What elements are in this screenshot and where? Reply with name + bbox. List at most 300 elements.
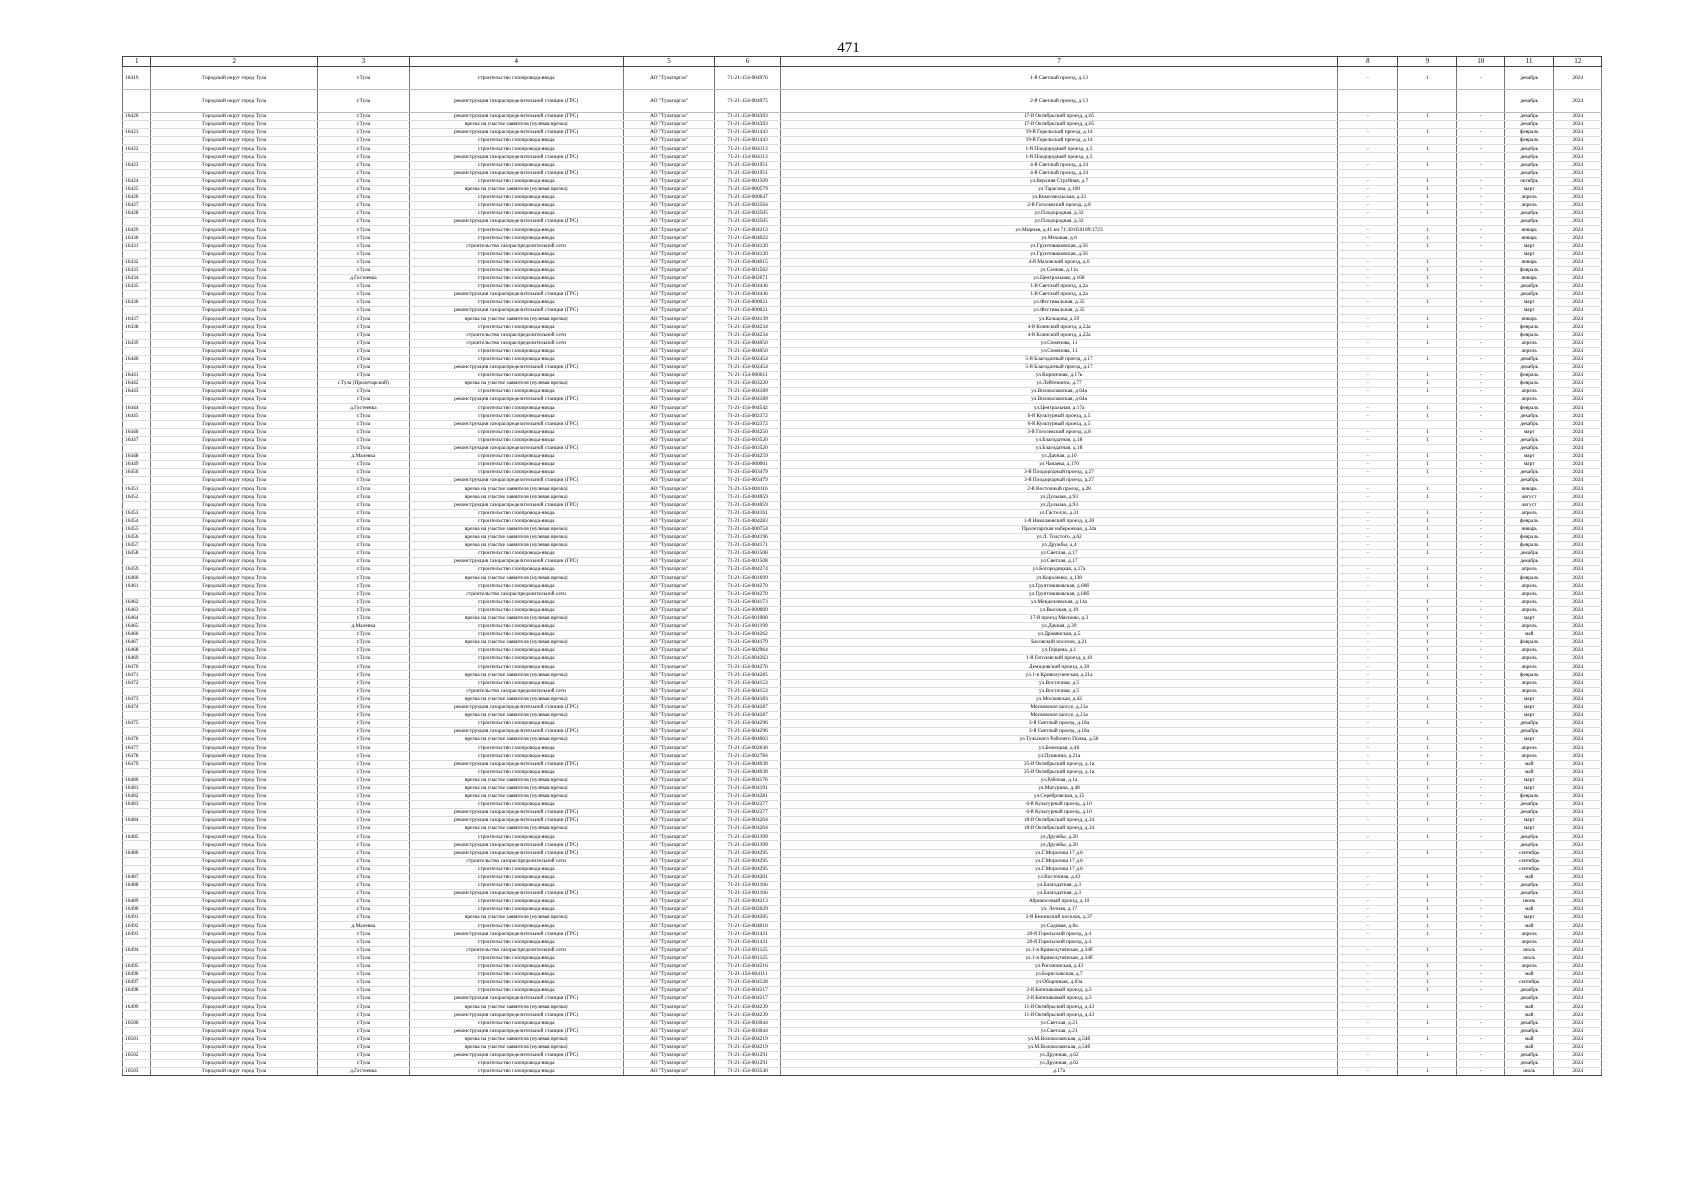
cell-col-9: 1 bbox=[1398, 461, 1457, 469]
table-row bbox=[123, 1059, 1602, 1067]
cell-month: март bbox=[1504, 784, 1554, 792]
cell-municipality: Городской округ город Тула bbox=[151, 930, 318, 938]
cell-row-number: 16448 bbox=[123, 452, 151, 460]
cell-municipality: Городской округ город Тула bbox=[151, 461, 318, 469]
cell-month: март bbox=[1504, 703, 1554, 711]
cell-col-10: - bbox=[1457, 452, 1504, 460]
cell-col-10: - bbox=[1457, 792, 1504, 800]
cell-month: апрель bbox=[1504, 687, 1554, 695]
cell-col-10 bbox=[1457, 121, 1504, 129]
cell-year: 2024 bbox=[1554, 736, 1602, 744]
cell-col-10: - bbox=[1457, 525, 1504, 533]
cell-col-9: 1 bbox=[1398, 671, 1457, 679]
cell-row-number bbox=[123, 728, 151, 736]
cell-col-10: - bbox=[1457, 736, 1504, 744]
cell-col-10: - bbox=[1457, 202, 1504, 210]
cell-month: декабрь bbox=[1504, 145, 1554, 153]
cell-col-10: - bbox=[1457, 679, 1504, 687]
cell-address: 1-й Плодородный проезд, д.5 bbox=[780, 153, 1338, 161]
cell-organization: АО "Тулагоргаз" bbox=[623, 153, 715, 161]
cell-col-8: - bbox=[1338, 1051, 1398, 1059]
cell-application-number: 71-21-154-004296 bbox=[715, 728, 780, 736]
cell-organization: АО "Тулагоргаз" bbox=[623, 428, 715, 436]
cell-locality: г.Тула bbox=[318, 962, 410, 970]
cell-row-number: 16445 bbox=[123, 412, 151, 420]
cell-year: 2024 bbox=[1554, 339, 1602, 347]
cell-organization: АО "Тулагоргаз" bbox=[623, 242, 715, 250]
cell-col-9: 1 bbox=[1398, 752, 1457, 760]
cell-row-number: 16491 bbox=[123, 914, 151, 922]
cell-row-number bbox=[123, 890, 151, 898]
cell-year: 2024 bbox=[1554, 517, 1602, 525]
cell-work-type: врезка на участке заявителя (нулевая врезка) bbox=[409, 792, 623, 800]
table-row bbox=[123, 218, 1602, 226]
table-row bbox=[123, 420, 1602, 428]
cell-year: 2024 bbox=[1554, 113, 1602, 121]
cell-col-8 bbox=[1338, 218, 1398, 226]
cell-row-number: 16502 bbox=[123, 1051, 151, 1059]
cell-address: ул.Кольцова, д.59 bbox=[780, 315, 1338, 323]
cell-year: 2024 bbox=[1554, 906, 1602, 914]
cell-col-10: - bbox=[1457, 485, 1504, 493]
cell-municipality: Городской округ город Тула bbox=[151, 493, 318, 501]
cell-year: 2024 bbox=[1554, 129, 1602, 137]
cell-locality: г.Тула bbox=[318, 210, 410, 218]
cell-address: 4-й Светлый проезд, д.24 bbox=[780, 169, 1338, 177]
cell-col-10: - bbox=[1457, 881, 1504, 889]
table-row bbox=[123, 703, 1602, 711]
cell-organization: АО "Тулагоргаз" bbox=[623, 1003, 715, 1011]
cell-municipality: Городской округ город Тула bbox=[151, 550, 318, 558]
cell-address: 20-й Горельский проезд, д.4 bbox=[780, 938, 1338, 946]
cell-year: 2024 bbox=[1554, 857, 1602, 865]
cell-address: 4-й Клинский проезд, д.22а bbox=[780, 323, 1338, 331]
cell-row-number bbox=[123, 809, 151, 817]
cell-locality: д.Малевка bbox=[318, 922, 410, 930]
cell-work-type: реконструкция газораспределительной станции (ГРС) bbox=[409, 129, 623, 137]
cell-row-number bbox=[123, 331, 151, 339]
table-row bbox=[123, 461, 1602, 469]
cell-address: 1-й Николаевский проезд, д.30 bbox=[780, 517, 1338, 525]
cell-col-9: 1 bbox=[1398, 744, 1457, 752]
cell-organization: АО "Тулагоргаз" bbox=[623, 938, 715, 946]
cell-month: апрель bbox=[1504, 744, 1554, 752]
cell-col-10: - bbox=[1457, 1051, 1504, 1059]
cell-address: ул.Тарасова, д.100 bbox=[780, 185, 1338, 193]
cell-col-10: - bbox=[1457, 412, 1504, 420]
cell-year: 2024 bbox=[1554, 412, 1602, 420]
cell-month: июнь bbox=[1504, 898, 1554, 906]
column-header-11: 11 bbox=[1504, 57, 1554, 67]
cell-work-type: строительство газопровода-ввода bbox=[409, 1059, 623, 1067]
cell-work-type: врезка на участке заявителя (нулевая врезка) bbox=[409, 185, 623, 193]
cell-col-8: - bbox=[1338, 752, 1398, 760]
cell-organization: АО "Тулагоргаз" bbox=[623, 291, 715, 299]
cell-work-type: строительство газопровода-ввода bbox=[409, 550, 623, 558]
cell-col-8: - bbox=[1338, 631, 1398, 639]
cell-col-10: - bbox=[1457, 533, 1504, 541]
cell-month: декабрь bbox=[1504, 800, 1554, 808]
cell-year: 2024 bbox=[1554, 210, 1602, 218]
cell-month: февраль bbox=[1504, 792, 1554, 800]
cell-address: ул.Московская, д.42 bbox=[780, 695, 1338, 703]
cell-year: 2024 bbox=[1554, 695, 1602, 703]
cell-year: 2024 bbox=[1554, 380, 1602, 388]
cell-locality: г.Тула bbox=[318, 614, 410, 622]
cell-locality: г.Тула bbox=[318, 153, 410, 161]
cell-month: январь bbox=[1504, 485, 1554, 493]
cell-locality: г.Тула bbox=[318, 582, 410, 590]
table-row bbox=[123, 1043, 1602, 1051]
cell-col-8 bbox=[1338, 687, 1398, 695]
cell-application-number: 71-21-154-004113 bbox=[715, 145, 780, 153]
cell-address: ул.Чапаева, д.170 bbox=[780, 461, 1338, 469]
cell-col-10: - bbox=[1457, 428, 1504, 436]
cell-address: ул.Фестивальная, д.35 bbox=[780, 299, 1338, 307]
cell-municipality: Городской округ город Тула bbox=[151, 881, 318, 889]
table-row bbox=[123, 67, 1602, 90]
cell-work-type: строительство газопровода-ввода bbox=[409, 226, 623, 234]
cell-locality: г.Тула bbox=[318, 606, 410, 614]
cell-col-8 bbox=[1338, 363, 1398, 371]
cell-month: июль bbox=[1504, 946, 1554, 954]
cell-month: октябрь bbox=[1504, 177, 1554, 185]
cell-year: 2024 bbox=[1554, 590, 1602, 598]
cell-work-type: строительство газопровода-ввода bbox=[409, 452, 623, 460]
cell-col-9: 1 bbox=[1398, 614, 1457, 622]
cell-row-number: 16487 bbox=[123, 873, 151, 881]
cell-col-8 bbox=[1338, 825, 1398, 833]
cell-application-number: 71-21-154-004153 bbox=[715, 687, 780, 695]
cell-application-number: 71-21-154-004015 bbox=[715, 258, 780, 266]
cell-col-9 bbox=[1398, 153, 1457, 161]
cell-col-8: - bbox=[1338, 299, 1398, 307]
cell-work-type: строительство газопровода-ввода bbox=[409, 469, 623, 477]
cell-col-8 bbox=[1338, 590, 1398, 598]
cell-locality: г.Тула bbox=[318, 736, 410, 744]
cell-col-8: - bbox=[1338, 946, 1398, 954]
cell-municipality: Городской округ город Тула bbox=[151, 250, 318, 258]
table-row bbox=[123, 873, 1602, 881]
cell-month: сентябрь bbox=[1504, 865, 1554, 873]
cell-row-number: 16477 bbox=[123, 744, 151, 752]
cell-organization: АО "Тулагоргаз" bbox=[623, 331, 715, 339]
cell-month: декабрь bbox=[1504, 558, 1554, 566]
cell-organization: АО "Тулагоргаз" bbox=[623, 687, 715, 695]
cell-row-number: 16434 bbox=[123, 274, 151, 282]
cell-month: февраль bbox=[1504, 404, 1554, 412]
cell-locality: г.Тула bbox=[318, 509, 410, 517]
cell-year: 2024 bbox=[1554, 363, 1602, 371]
cell-organization: АО "Тулагоргаз" bbox=[623, 622, 715, 630]
cell-col-10: - bbox=[1457, 550, 1504, 558]
cell-row-number: 16478 bbox=[123, 752, 151, 760]
cell-year: 2024 bbox=[1554, 841, 1602, 849]
cell-municipality: Городской округ город Тула bbox=[151, 687, 318, 695]
cell-application-number: 71-21-154-004030 bbox=[715, 760, 780, 768]
column-header-5: 5 bbox=[623, 57, 715, 67]
cell-address: 25-й Октябрьский проезд, д.1а bbox=[780, 760, 1338, 768]
cell-municipality: Городской округ город Тула bbox=[151, 331, 318, 339]
cell-col-8: - bbox=[1338, 663, 1398, 671]
cell-row-number: 16436 bbox=[123, 299, 151, 307]
cell-col-10: - bbox=[1457, 461, 1504, 469]
cell-col-10 bbox=[1457, 420, 1504, 428]
cell-month: декабрь bbox=[1504, 291, 1554, 299]
cell-work-type: врезка на участке заявителя (нулевая врезка) bbox=[409, 671, 623, 679]
cell-row-number: 16472 bbox=[123, 679, 151, 687]
cell-application-number: 71-21-154-004204 bbox=[715, 817, 780, 825]
cell-year: 2024 bbox=[1554, 987, 1602, 995]
cell-organization: АО "Тулагоргаз" bbox=[623, 647, 715, 655]
cell-organization: АО "Тулагоргаз" bbox=[623, 728, 715, 736]
cell-address: ул.Дульная, д.93 bbox=[780, 493, 1338, 501]
cell-col-8 bbox=[1338, 890, 1398, 898]
cell-locality: д.Малевка bbox=[318, 622, 410, 630]
cell-organization: АО "Тулагоргаз" bbox=[623, 711, 715, 719]
cell-application-number: 71-21-154-004030 bbox=[715, 768, 780, 776]
cell-locality: г.Тула bbox=[318, 825, 410, 833]
cell-col-9 bbox=[1398, 444, 1457, 452]
cell-organization: АО "Тулагоргаз" bbox=[623, 1011, 715, 1019]
cell-municipality: Городской округ город Тула bbox=[151, 67, 318, 90]
cell-work-type: строительство газопровода-ввода bbox=[409, 622, 623, 630]
cell-locality: г.Тула bbox=[318, 501, 410, 509]
cell-col-9: 1 bbox=[1398, 703, 1457, 711]
cell-locality: г.Тула bbox=[318, 169, 410, 177]
cell-row-number: 16422 bbox=[123, 145, 151, 153]
cell-month: апрель bbox=[1504, 938, 1554, 946]
table-row bbox=[123, 452, 1602, 460]
cell-year: 2024 bbox=[1554, 372, 1602, 380]
cell-application-number: 71-21-154-004239 bbox=[715, 1003, 780, 1011]
table-row bbox=[123, 1051, 1602, 1059]
cell-month: декабрь bbox=[1504, 477, 1554, 485]
cell-year: 2024 bbox=[1554, 598, 1602, 606]
cell-year: 2024 bbox=[1554, 970, 1602, 978]
cell-locality: г.Тула bbox=[318, 1051, 410, 1059]
cell-application-number: 71-21-154-002784 bbox=[715, 752, 780, 760]
cell-work-type: строительство газопровода-ввода bbox=[409, 388, 623, 396]
table-row bbox=[123, 129, 1602, 137]
cell-col-10: - bbox=[1457, 242, 1504, 250]
cell-year: 2024 bbox=[1554, 121, 1602, 129]
cell-col-10 bbox=[1457, 687, 1504, 695]
cell-work-type: строительство газопровода-ввода bbox=[409, 720, 623, 728]
cell-locality: г.Тула bbox=[318, 671, 410, 679]
cell-address: ул.Садовая, д.8а bbox=[780, 922, 1338, 930]
cell-work-type: строительство газопровода-ввода bbox=[409, 412, 623, 420]
cell-col-8: - bbox=[1338, 541, 1398, 549]
table-row bbox=[123, 906, 1602, 914]
cell-col-10: - bbox=[1457, 266, 1504, 274]
cell-col-9: 1 bbox=[1398, 404, 1457, 412]
cell-col-8 bbox=[1338, 444, 1398, 452]
cell-col-9: 1 bbox=[1398, 962, 1457, 970]
cell-month: сентябрь bbox=[1504, 849, 1554, 857]
cell-organization: АО "Тулагоргаз" bbox=[623, 169, 715, 177]
cell-organization: АО "Тулагоргаз" bbox=[623, 202, 715, 210]
cell-year: 2024 bbox=[1554, 1003, 1602, 1011]
cell-organization: АО "Тулагоргаз" bbox=[623, 525, 715, 533]
cell-application-number: 71-21-154-004050 bbox=[715, 339, 780, 347]
cell-application-number: 71-21-154-002671 bbox=[715, 274, 780, 282]
cell-col-8: - bbox=[1338, 525, 1398, 533]
cell-col-8: - bbox=[1338, 987, 1398, 995]
cell-row-number: 16433 bbox=[123, 266, 151, 274]
cell-work-type: строительство газопровода-ввода bbox=[409, 865, 623, 873]
cell-year: 2024 bbox=[1554, 234, 1602, 242]
cell-col-10: - bbox=[1457, 744, 1504, 752]
cell-municipality: Городской округ город Тула bbox=[151, 760, 318, 768]
cell-col-10 bbox=[1457, 841, 1504, 849]
cell-col-9 bbox=[1398, 1059, 1457, 1067]
cell-year: 2024 bbox=[1554, 914, 1602, 922]
cell-locality: г.Тула bbox=[318, 873, 410, 881]
cell-col-8: - bbox=[1338, 339, 1398, 347]
cell-col-10: - bbox=[1457, 145, 1504, 153]
cell-work-type: реконструкция газораспределительной станции (ГРС) bbox=[409, 113, 623, 121]
cell-month: декабрь bbox=[1504, 436, 1554, 444]
table-row bbox=[123, 825, 1602, 833]
cell-locality: г.Тула bbox=[318, 930, 410, 938]
cell-organization: АО "Тулагоргаз" bbox=[623, 469, 715, 477]
cell-col-10: - bbox=[1457, 509, 1504, 517]
table-row bbox=[123, 987, 1602, 995]
cell-locality: г.Тула bbox=[318, 347, 410, 355]
cell-month: декабрь bbox=[1504, 1019, 1554, 1027]
cell-municipality: Городской округ город Тула bbox=[151, 849, 318, 857]
cell-locality: г.Тула bbox=[318, 760, 410, 768]
cell-col-8: - bbox=[1338, 574, 1398, 582]
cell-work-type: врезка на участке заявителя (нулевая врезка) bbox=[409, 614, 623, 622]
cell-organization: АО "Тулагоргаз" bbox=[623, 930, 715, 938]
cell-organization: АО "Тулагоргаз" bbox=[623, 517, 715, 525]
cell-municipality: Городской округ город Тула bbox=[151, 873, 318, 881]
cell-work-type: строительство газопровода-ввода bbox=[409, 266, 623, 274]
cell-month: февраль bbox=[1504, 533, 1554, 541]
cell-application-number: 71-21-154-002630 bbox=[715, 744, 780, 752]
cell-row-number: 16476 bbox=[123, 736, 151, 744]
table-row bbox=[123, 533, 1602, 541]
cell-work-type: строительство газопровода-ввода bbox=[409, 679, 623, 687]
cell-month: декабрь bbox=[1504, 444, 1554, 452]
cell-month: март bbox=[1504, 614, 1554, 622]
table-row bbox=[123, 153, 1602, 161]
cell-year: 2024 bbox=[1554, 574, 1602, 582]
cell-year: 2024 bbox=[1554, 525, 1602, 533]
table-row bbox=[123, 501, 1602, 509]
cell-organization: АО "Тулагоргаз" bbox=[623, 574, 715, 582]
cell-address: ул.Л. Толстого, д.62 bbox=[780, 533, 1338, 541]
cell-col-10: - bbox=[1457, 541, 1504, 549]
cell-col-10: - bbox=[1457, 631, 1504, 639]
cell-row-number: 16475 bbox=[123, 720, 151, 728]
cell-col-9: 1 bbox=[1398, 113, 1457, 121]
cell-address: ул.Восточная, д.5 bbox=[780, 679, 1338, 687]
cell-col-8: - bbox=[1338, 833, 1398, 841]
cell-work-type: строительство газопровода-ввода bbox=[409, 282, 623, 290]
cell-locality: г.Тула bbox=[318, 558, 410, 566]
cell-application-number: 71-21-154-004975 bbox=[715, 90, 780, 113]
cell-municipality: Городской округ город Тула bbox=[151, 906, 318, 914]
cell-year: 2024 bbox=[1554, 582, 1602, 590]
cell-address: ул.Дружная, д.62 bbox=[780, 1059, 1338, 1067]
cell-col-9: 1 bbox=[1398, 606, 1457, 614]
cell-organization: АО "Тулагоргаз" bbox=[623, 396, 715, 404]
cell-col-8: - bbox=[1338, 266, 1398, 274]
cell-organization: АО "Тулагоргаз" bbox=[623, 226, 715, 234]
cell-col-9: 1 bbox=[1398, 1035, 1457, 1043]
table-row bbox=[123, 849, 1602, 857]
cell-col-10: - bbox=[1457, 598, 1504, 606]
cell-address: 2-й Батюшковый проезд, д.3 bbox=[780, 987, 1338, 995]
cell-address: 3-й Плодородный проезд, д.27 bbox=[780, 477, 1338, 485]
cell-application-number: 71-21-154-002277 bbox=[715, 800, 780, 808]
cell-address: 6-й Культурный проезд, д.10 bbox=[780, 800, 1338, 808]
table-row bbox=[123, 210, 1602, 218]
cell-col-9: 1 bbox=[1398, 833, 1457, 841]
cell-month: декабрь bbox=[1504, 113, 1554, 121]
cell-address: 3-й Плодородный проезд, д.27 bbox=[780, 469, 1338, 477]
cell-municipality: Городской округ город Тула bbox=[151, 792, 318, 800]
cell-locality: г.Тула bbox=[318, 436, 410, 444]
cell-work-type: строительство газопровода-ввода bbox=[409, 258, 623, 266]
cell-work-type: врезка на участке заявителя (нулевая врезка) bbox=[409, 914, 623, 922]
cell-work-type: врезка на участке заявителя (нулевая врезка) bbox=[409, 541, 623, 549]
table-row bbox=[123, 639, 1602, 647]
cell-locality: д.Малевка bbox=[318, 452, 410, 460]
cell-year: 2024 bbox=[1554, 331, 1602, 339]
cell-year: 2024 bbox=[1554, 938, 1602, 946]
table-row bbox=[123, 647, 1602, 655]
cell-row-number bbox=[123, 137, 151, 145]
cell-work-type: реконструкция газораспределительной станции (ГРС) bbox=[409, 153, 623, 161]
cell-col-8: - bbox=[1338, 614, 1398, 622]
cell-col-10: - bbox=[1457, 299, 1504, 307]
cell-locality: г.Тула bbox=[318, 469, 410, 477]
cell-col-10: - bbox=[1457, 380, 1504, 388]
cell-month: декабрь bbox=[1504, 890, 1554, 898]
cell-application-number: 71-21-154-004022 bbox=[715, 234, 780, 242]
cell-organization: АО "Тулагоргаз" bbox=[623, 501, 715, 509]
cell-col-9: 1 bbox=[1398, 663, 1457, 671]
cell-locality: г.Тула bbox=[318, 90, 410, 113]
cell-application-number: 71-21-154-004183 bbox=[715, 695, 780, 703]
cell-month: декабрь bbox=[1504, 1027, 1554, 1035]
cell-col-9: 1 bbox=[1398, 655, 1457, 663]
cell-address: 19-й Горельский проезд, д.14 bbox=[780, 137, 1338, 145]
cell-year: 2024 bbox=[1554, 671, 1602, 679]
cell-application-number: 71-21-154-004283 bbox=[715, 517, 780, 525]
cell-col-9: 1 bbox=[1398, 388, 1457, 396]
cell-col-10: - bbox=[1457, 720, 1504, 728]
cell-work-type: строительство газопровода-ввода bbox=[409, 873, 623, 881]
table-row bbox=[123, 355, 1602, 363]
table-row bbox=[123, 113, 1602, 121]
cell-work-type: строительство газопровода-ввода bbox=[409, 655, 623, 663]
cell-col-9 bbox=[1398, 890, 1457, 898]
cell-organization: АО "Тулагоргаз" bbox=[623, 315, 715, 323]
cell-col-9: 1 bbox=[1398, 582, 1457, 590]
cell-organization: АО "Тулагоргаз" bbox=[623, 800, 715, 808]
cell-application-number: 71-21-154-001125 bbox=[715, 946, 780, 954]
cell-col-9: 1 bbox=[1398, 428, 1457, 436]
cell-row-number: 16453 bbox=[123, 509, 151, 517]
cell-col-10: - bbox=[1457, 979, 1504, 987]
cell-work-type: реконструкция газораспределительной станции (ГРС) bbox=[409, 558, 623, 566]
cell-address: ул.Волоколамская, д.64а bbox=[780, 396, 1338, 404]
